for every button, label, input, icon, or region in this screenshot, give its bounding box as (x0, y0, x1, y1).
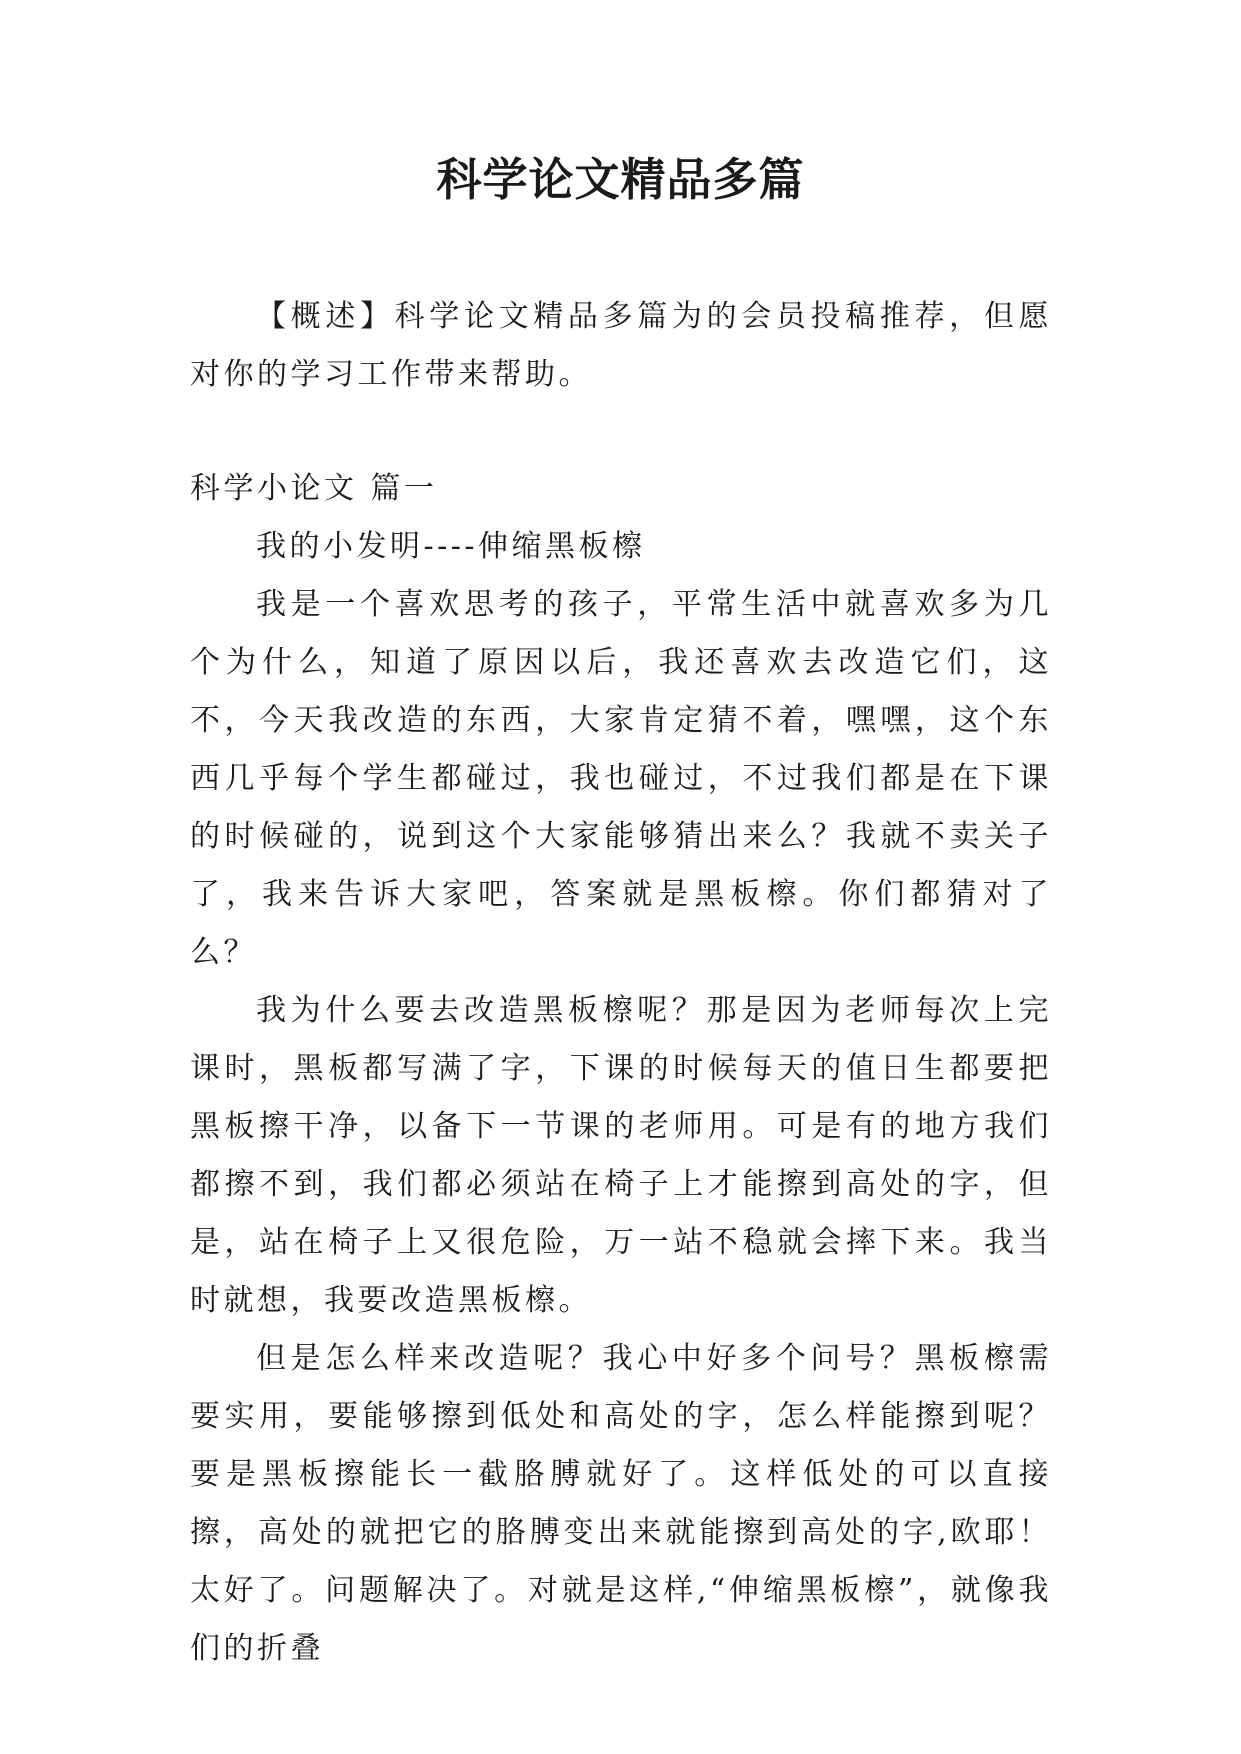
document-title: 科学论文精品多篇 (436, 153, 805, 206)
summary-paragraph: 【概述】科学论文精品多篇为的会员投稿推荐，但愿对你的学习工作带来帮助。 (190, 299, 1052, 392)
summary-block (190, 288, 1052, 404)
section-heading: 科学小论文 篇一 (190, 471, 438, 506)
essay-paragraph-1: 我是一个喜欢思考的孩子，平常生活中就喜欢多为几个为什么，知道了原因以后，我还喜欢去改造它们，这不，今天我改造的东西，大家肯定猜不着，嘿嘿，这个东西几乎每个学生都碰过，我也碰过，不过我们都是在下课的时候碰的，说到这个大家能够猜出来么？我就不卖关子了，我来告诉大家吧，答案就是黑板檫。你们都猜对了么？ (190, 587, 1052, 970)
essay-paragraph-2: 我为什么要去改造黑板檫呢？那是因为老师每次上完课时，黑板都写满了字，下课的时候每天的值日生都要把黑板擦干净，以备下一节课的老师用。可是有的地方我们都擦不到，我们都必须站在椅子上才能擦到高处的字，但是，站在椅子上又很危险，万一站不稳就会摔下来。我当时就想，我要改造黑板檫。 (190, 993, 1052, 1318)
essay-paragraph-3: 但是怎么样来改造呢？我心中好多个问号？黑板檫需要实用，要能够擦到低处和高处的字，怎么样能擦到呢？要是黑板擦能长一截胳膊就好了。这样低处的可以直接擦，高处的就把它的胳膊变出来就能擦到高处的字,欧耶！太好了。问题解决了。对就是这样,“伸缩黑板檫”，就像我们的折叠 (190, 1341, 1052, 1666)
essay-block (190, 460, 1052, 1678)
essay-title: 我的小发明----伸缩黑板檫 (256, 529, 646, 564)
